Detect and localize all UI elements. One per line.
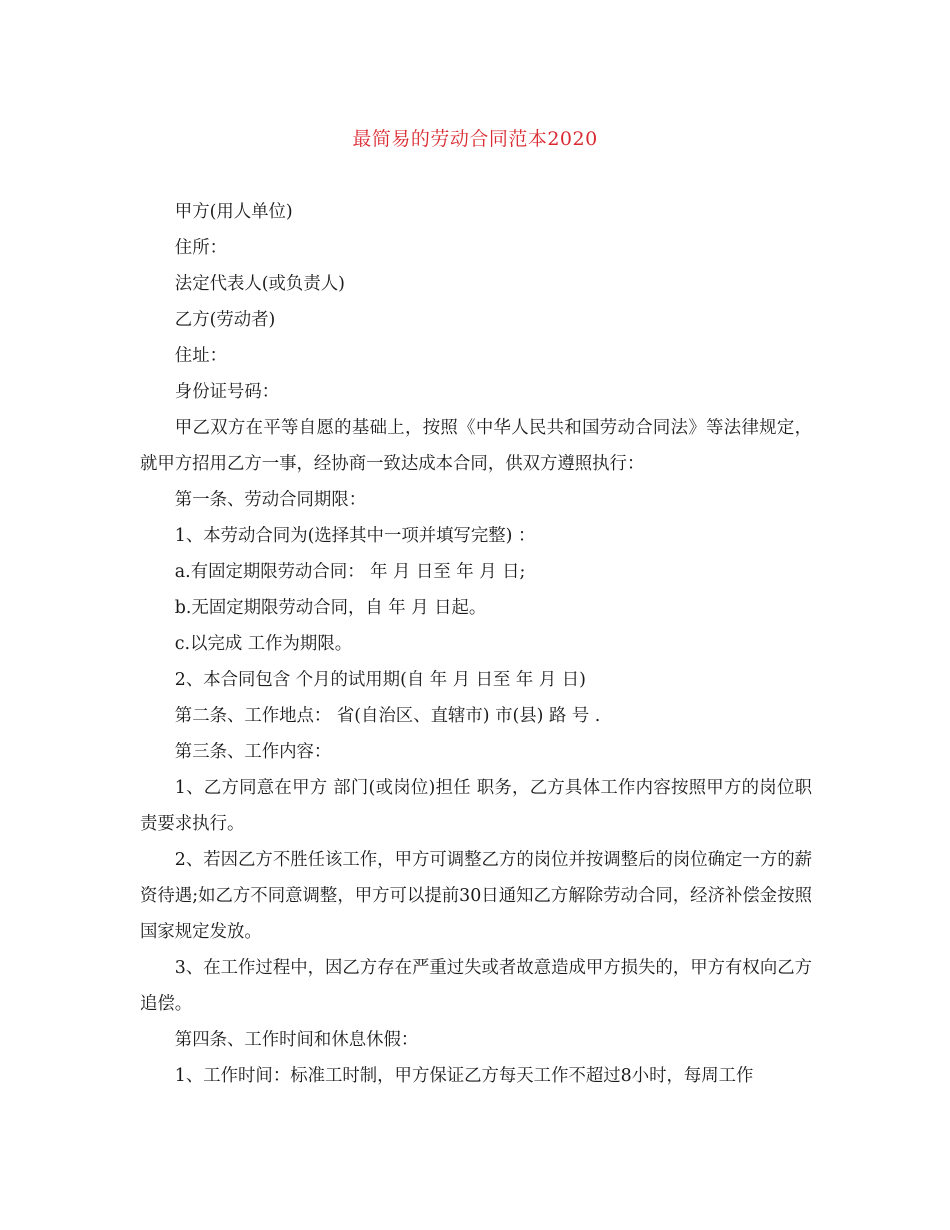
- paragraph-legal-representative: 法定代表人(或负责人): [174, 274, 345, 294]
- paragraph-article-1-item-1: 1、本劳动合同为(选择其中一项并填写完整) ：: [174, 526, 536, 546]
- paragraph-article-2: 第二条、工作地点： 省(自治区、直辖市) 市(县) 路 号 .: [174, 706, 601, 726]
- paragraph-article-3-item-3: 3、在工作过程中，因乙方存在严重过失或者故意造成甲方损失的，甲方有权向乙方追偿。: [140, 958, 812, 1014]
- paragraph-article-3-heading: 第三条、工作内容：: [174, 742, 332, 762]
- paragraph-article-3-item-2: 2、若因乙方不胜任该工作，甲方可调整乙方的岗位并按调整后的岗位确定一方的薪资待遇;如乙方不同意调整，甲方可以提前30日通知乙方解除劳动合同，经济补偿金按照国家规定发放。: [140, 850, 812, 942]
- document-body: [140, 194, 812, 1094]
- paragraph-party-b-address: 住址：: [174, 346, 227, 366]
- paragraph-article-4-item-1: 1、工作时间：标准工时制，甲方保证乙方每天工作不超过8小时，每周工作: [174, 1066, 754, 1086]
- paragraph-article-1-heading: 第一条、劳动合同期限：: [174, 490, 367, 510]
- paragraph-article-1-option-c: c.以完成 工作为期限。: [174, 634, 353, 654]
- paragraph-article-3-item-1: 1、乙方同意在甲方 部门(或岗位)担任 职务，乙方具体工作内容按照甲方的岗位职责要求执行。: [140, 778, 812, 834]
- paragraph-article-1-option-a: a.有固定期限劳动合同： 年 月 日至 年 月 日;: [174, 562, 526, 582]
- paragraph-preamble: 甲乙双方在平等自愿的基础上，按照《中华人民共和国劳动合同法》等法律规定，就甲方招用乙方一事，经协商一致达成本合同，供双方遵照执行：: [140, 418, 812, 474]
- paragraph-party-a-address: 住所：: [174, 238, 227, 258]
- document-title: 最简易的劳动合同范本2020: [352, 128, 598, 150]
- paragraph-party-b: 乙方(劳动者): [174, 310, 276, 330]
- paragraph-party-a: 甲方(用人单位): [174, 202, 293, 222]
- paragraph-id-number: 身份证号码：: [174, 382, 280, 402]
- paragraph-article-4-heading: 第四条、工作时间和休息休假：: [174, 1030, 419, 1050]
- paragraph-article-1-item-2: 2、本合同包含 个月的试用期(自 年 月 日至 年 月 日): [174, 670, 586, 690]
- paragraph-article-1-option-b: b.无固定期限劳动合同，自 年 月 日起。: [174, 598, 487, 618]
